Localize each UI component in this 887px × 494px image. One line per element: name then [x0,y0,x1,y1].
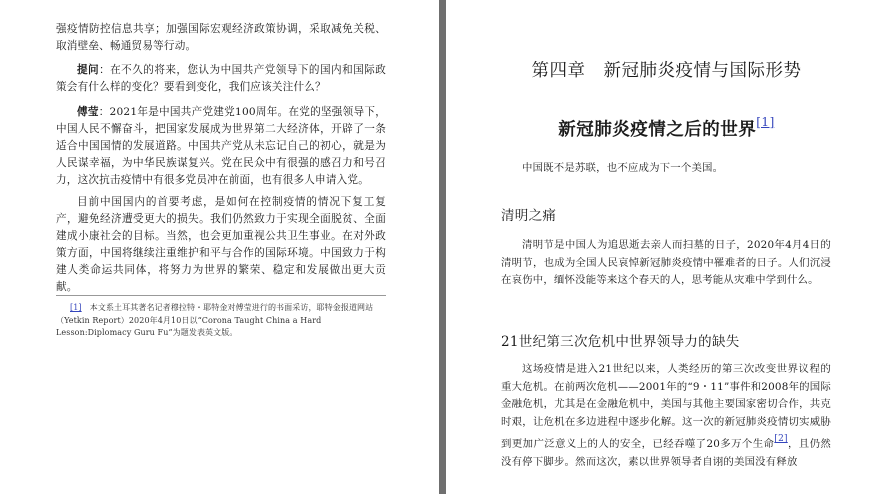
left-paragraph-2 [56,62,386,96]
paragraph-text: ：在不久的将来，您认为中国共产党领导下的国内和国际政策会有什么样的变化？要看到变化，我们应该关注什么？ [56,64,386,93]
speaker-label: 提问 [77,64,100,76]
left-page [0,0,439,494]
paragraph-text: ：2021年是中国共产党建党100周年。在党的坚强领导下，中国人民不懈奋斗，把国家发展成为世界第二大经济体，开辟了一条适合中国国情的发展道路。中国共产党从未忘记自己的初心，就是为人民谋幸福，为中华民族谋复兴。党在民众中有很强的感召力和号召力，这次抗击疫情中有很多党员冲在前面，也有很多人申请入党。 [56,106,386,186]
section1-text: 清明节是中国人为追思逝去亲人而扫墓的日子，2020年4月4日的清明节，也成为全国人民哀悼新冠肺炎疫情中罹难者的日子。人们沉浸在哀伤中，缅怀没能等来这个春天的人，思考能从灾难中学到什么。 [501,239,831,286]
left-paragraph-4 [56,194,386,296]
footnote [56,302,386,340]
left-paragraph-1 [56,21,386,55]
footnote-text: 本文系土耳其著名记者穆拉特・耶特金对傅莹进行的书面采访，耶特金报道网站（Yetkin Report）2020年4月10日以“Corona Taught China a Hard Lesson:Diplomacy Guru Fu”为题发表英文版。 [56,303,374,337]
section-body-2 [501,361,831,471]
right-page [446,0,887,494]
footnote-2-link[interactable]: [2] [774,434,788,444]
section2-text-b: ，且仍然没有停下脚步。然而这次，素以世界领导者自诩的美国没有释放 [501,438,831,468]
chapter-title: 第四章 新冠肺炎疫情与国际形势 [531,61,802,81]
epigraph-block [501,160,831,178]
article-title: 新冠肺炎疫情之后的世界 [558,120,757,140]
epigraph: 中国既不是苏联，也不应成为下一个美国。 [522,162,724,174]
speaker-label: 傅莹 [77,106,99,118]
article-note-link[interactable]: [1] [756,115,775,129]
section2-text-a: 这场疫情是进入21世纪以来，人类经历的第三次改变世界议程的重大危机。在前两次危机——2001年的“9・11”事件和2008年的国际金融危机，尤其是在金融危机中，美国与其他主要国家密切合作，共克时艰，让危机在多边进程中逐步化解。这一次的新冠肺炎疫情切实威胁到更加广泛意义上的人的安全，已经吞噬了20多万个生命 [501,363,831,450]
footnote-marker-link[interactable]: [1] [70,303,82,312]
footnote-divider [56,295,386,296]
left-paragraph-3 [56,104,386,189]
article-title-line [446,115,887,141]
section-body-1 [501,237,831,290]
paragraph-text: 强疫情防控信息共享；加强国际宏观经济政策协调，采取减免关税、取消壁垒、畅通贸易等行动。 [56,23,386,52]
paragraph-text: 目前中国国内的首要考虑，是如何在控制疫情的情况下复工复产，避免经济遭受更大的损失。我们仍然致力于实现全面脱贫、全面建成小康社会的目标。当然，也会更加重视公共卫生事业。在对外政策方面，中国将继续注重维护和平与合作的国际环境。中国致力于构建人类命运共同体，将努力为世界的繁荣、稳定和发展做出更大贡献。 [56,196,386,293]
section-heading-1: 清明之痛 [501,208,557,224]
section-heading-2: 21世纪第三次危机中世界领导力的缺失 [501,334,740,350]
